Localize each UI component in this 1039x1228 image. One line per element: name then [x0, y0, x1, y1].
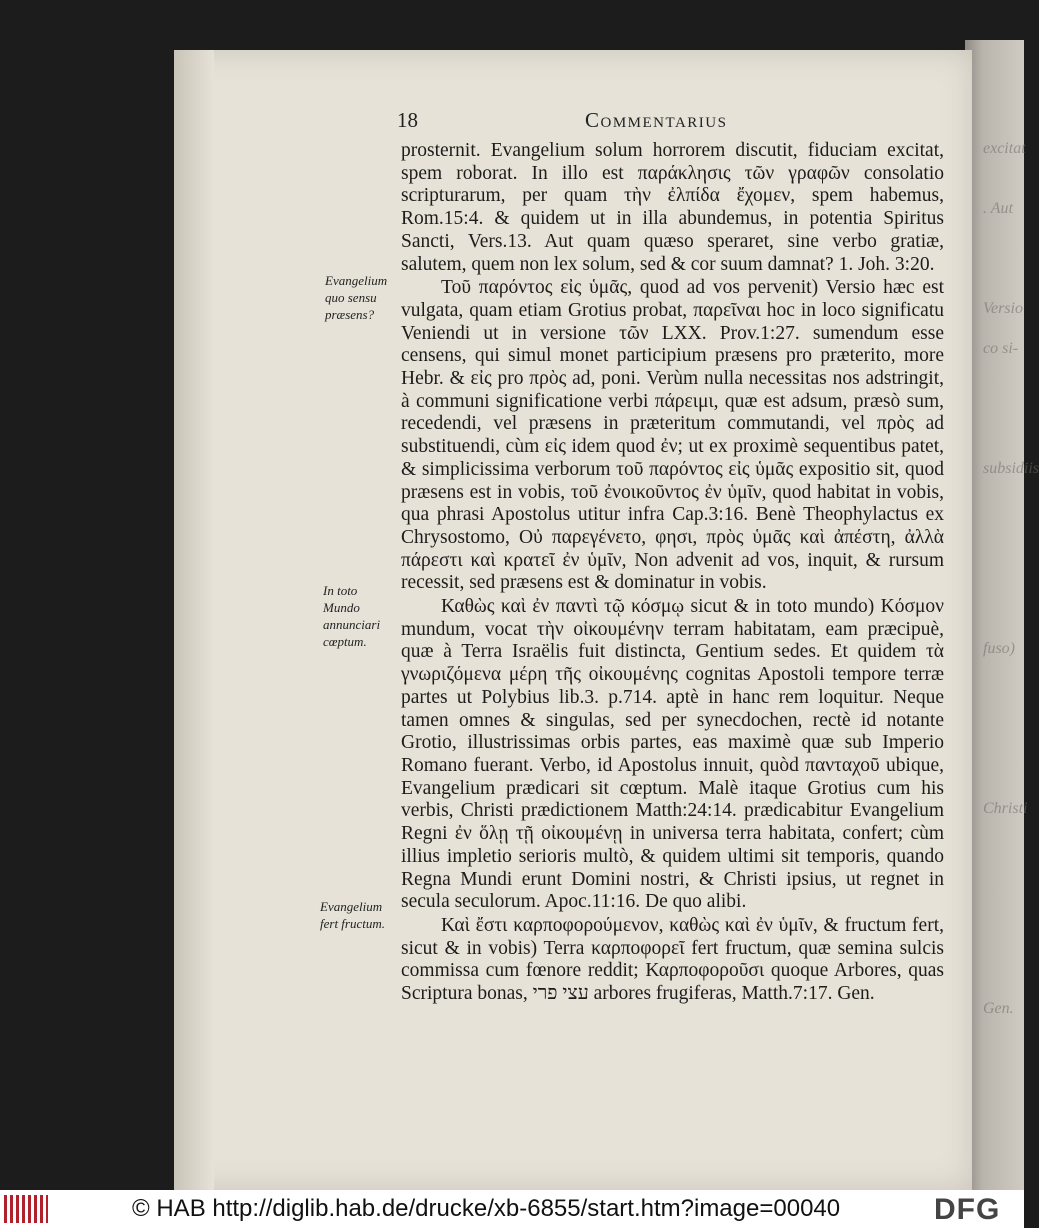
- running-head: Commentarius: [585, 108, 728, 132]
- paragraph: Τοῦ παρόντος εἰς ὑμᾶς, quod ad vos pervenit) Versio hæc est vulgata, quam etiam Grotius probat, παρεῖναι hoc in loco significatu Veniendi ut in versione τῶν LXX. Prov.1:27. sumendum esse censens, qui simul monet participium præsens pro præterito, more Hebr. & εἰς pro πρὸς ad, poni. Verùm nulla necessitas nos adstringit, à communi significatione verbi πάρειμι, quæ est adsum, præsò sum, recedendi, vel præsens in præteritum commutandi, vel πρὸς ad substituendi, cùm εἰς idem quod ἐν; ut ex proximè sequentibus patet, & simplicissima verborum τοῦ παρόντος εἰς ὑμᾶς expositio sit, quod præsens est in vobis, τοῦ ἐνοικοῦντος ἐν ὑμῖν, quod habitat in vobis, qua phrasi Apostolus utitur infra Cap.3:16. Benè Theophylactus ex Chrysostomo, Οὐ παρεγένετο, φησι, πρὸς ὑμᾶς καὶ ἀπέστη, ἀλλὰ πάρεστι καὶ κρατεῖ ἐν ὑμῖν, Non advenit ad vos, inquit, & rursum recessit, sed præsens est & dominatur in vobis.: [401, 277, 944, 594]
- next-page-edge: excitat . Aut Versio co si- subsidiis fuso) Christi Gen.: [965, 40, 1024, 1190]
- paragraph: Καθὼς καὶ ἐν παντὶ τῷ κόσμῳ sicut & in toto mundo) Κόσμον mundum, vocat τὴν οἰκουμένην terram habitatam, eam præcipuè, quæ à Terra Israëlis fuit distincta, Gentium sedes. Et quidem τὰ γνωριζόμενα μέρη τῆς οἰκουμένης cognitas Apostoli tempore terræ partes ut Polybius lib.3. p.714. aptè in hanc rem loquitur. Neque tamen omnes & singulas, sed per synecdochen, rectè id notante Grotio, illustrissimas orbis partes, eas maximè quæ sub Imperio Romano fuerant. Verbo, id Apostolus innuit, quòd πανταχοῦ ubique, Evangelium prædicari sit cœptum. Malè itaque Grotius cum his verbis, Christi prædictionem Matth:24:14. prædicabitur Evangelium Regni ἐν ὅλῃ τῇ οἰκουμένῃ in universa terra habitata, confert; cùm illius impletio serioris multò, & quidem ultimi sit temporis, quando Regna Mundi erunt Domini nostri, & Christi ipsius, ut regnet in secula seculorum. Apoc.11:16. De quo alibi.: [401, 596, 944, 913]
- margin-note-3: Evangelium fert fructum.: [320, 899, 385, 931]
- paragraph: Καὶ ἔστι καρποφορούμενον, καθὼς καὶ ἐν ὑμῖν, & fructum fert, sicut & in vobis) Terra καρποφορεῖ fert fructum, quæ semina sulcis commissa cum fœnore reddit; Καρποφοροῦσι quoque Arbores, quas Scriptura bonas, עצי פרי arbores frugiferas, Matth.7:17. Gen.: [401, 914, 944, 1005]
- dfg-logo: DFG: [934, 1193, 1001, 1226]
- page-number: 18: [397, 108, 418, 132]
- page-body: [401, 140, 944, 1006]
- copyright-link[interactable]: © HAB http://diglib.hab.de/drucke/xb-6855/start.htm?image=00040: [132, 1195, 841, 1222]
- hab-logo-icon: [4, 1195, 48, 1223]
- page-header: [397, 104, 945, 138]
- page-gutter: [174, 50, 214, 1190]
- paragraph: prosternit. Evangelium solum horrorem discutit, fiduciam excitat, spem roborat. In illo est παράκλησις τῶν γραφῶν consolatio scripturarum, per quam τὴν ἐλπίδα ἔχομεν, spem habemus, Rom.15:4. & quidem ut in illa abundemus, in potentia Spiritus Sancti, Vers.13. Aut quam quæso speraret, sine verbo gratiæ, salutem, quem non lex solum, sed & cor suum damnat? 1. Joh. 3:20.: [401, 140, 944, 275]
- margin-note-1: Evangelium quo sensu præsens?: [325, 273, 388, 322]
- margin-note-2: In toto Mundo annunciari cœptum.: [323, 583, 381, 649]
- footer-bar: [0, 1190, 1024, 1228]
